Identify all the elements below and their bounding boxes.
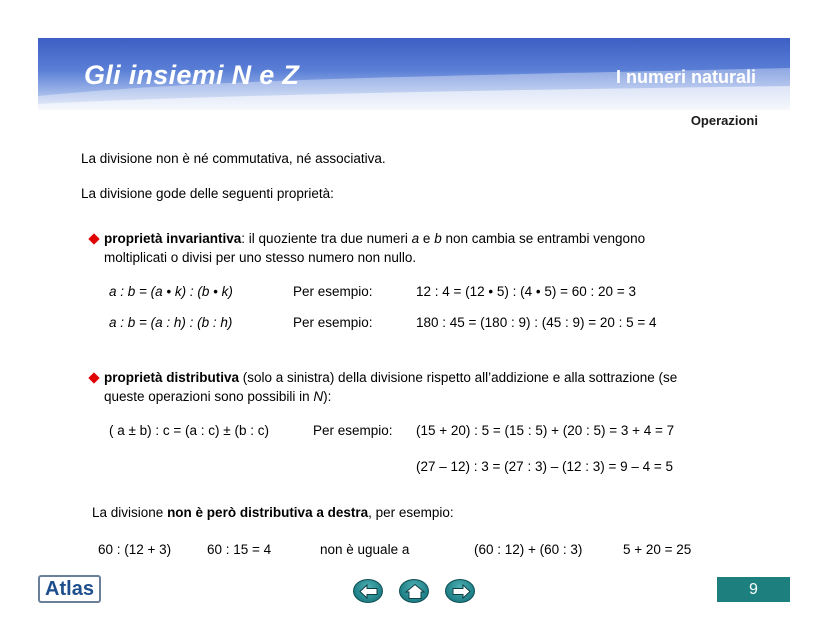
back-arrow-icon: [358, 583, 380, 600]
property-text: (solo a sinistra) della divisione rispetto all’addizione e alla sottrazione (se: [239, 370, 678, 385]
example-1: 12 : 4 = (12 • 5) : (4 • 5) = 60 : 20 = 3: [416, 284, 636, 299]
example-label: Per esempio:: [293, 315, 373, 330]
closing-statement: [92, 504, 454, 522]
section-label: Operazioni: [690, 113, 758, 128]
formula-invariantiva-2: [109, 314, 232, 332]
red-diamond-bullet-icon: [88, 372, 99, 383]
home-button[interactable]: [399, 579, 429, 603]
counterexample-rhs-value: 5 + 20 = 25: [623, 542, 692, 557]
formula-invariantiva-1: [109, 283, 233, 301]
atlas-logo: Atlas: [38, 575, 101, 603]
example-label: Per esempio:: [313, 423, 393, 438]
back-button[interactable]: [353, 579, 383, 603]
page-number: 9: [717, 577, 790, 602]
property-distributiva: [87, 368, 741, 406]
property-text: ):: [323, 389, 332, 404]
counterexample-lhs: 60 : (12 + 3): [98, 542, 172, 557]
set-n: N: [313, 389, 324, 404]
closing-text: , per esempio:: [368, 505, 454, 520]
counterexample-rhs: (60 : 12) + (60 : 3): [474, 542, 583, 557]
property-invariantiva: [87, 229, 741, 267]
example-4: (27 – 12) : 3 = (27 : 3) – (12 : 3) = 9 – 4 = 5: [416, 459, 674, 474]
page-title: Gli insiemi N e Z: [84, 60, 300, 90]
chapter-subtitle: I numeri naturali: [615, 67, 756, 87]
closing-bold: non è però distributiva a destra: [167, 505, 369, 520]
property-name: proprietà distributiva: [104, 370, 240, 385]
property-text: non cambia se entrambi vengono: [441, 231, 646, 246]
formula-text: a : b = (a • k) : (b • k): [109, 284, 233, 299]
formula-distributiva: ( a ± b) : c = (a : c) ± (b : c): [109, 423, 269, 438]
formula-text: a : b = (a : h) : (b : h): [109, 315, 233, 330]
red-diamond-bullet-icon: [88, 233, 99, 244]
home-icon: [404, 583, 426, 600]
closing-text: La divisione: [92, 505, 168, 520]
forward-arrow-icon: [450, 583, 472, 600]
var-a: a: [411, 231, 420, 246]
example-2: 180 : 45 = (180 : 9) : (45 : 9) = 20 : 5 = 4: [416, 315, 657, 330]
property-name: proprietà invariantiva: [104, 231, 242, 246]
property-text: queste operazioni sono possibili in: [104, 389, 314, 404]
intro-line-2: La divisione gode delle seguenti proprietà:: [81, 186, 334, 201]
example-3: (15 + 20) : 5 = (15 : 5) + (20 : 5) = 3 + 4 = 7: [416, 423, 675, 438]
property-text-line-2: [87, 387, 741, 406]
forward-button[interactable]: [445, 579, 475, 603]
property-text: : il quoziente tra due numeri: [241, 231, 412, 246]
header-banner: [38, 38, 790, 110]
counterexample-lhs-value: 60 : 15 = 4: [207, 542, 272, 557]
property-text-line-2: moltiplicati o divisi per uno stesso numero non nullo.: [104, 250, 417, 265]
var-b: b: [434, 231, 442, 246]
example-label: Per esempio:: [293, 284, 373, 299]
counterexample-connector: non è uguale a: [320, 542, 410, 557]
property-text: e: [419, 231, 435, 246]
intro-line-1: La divisione non è né commutativa, né associativa.: [81, 151, 386, 166]
